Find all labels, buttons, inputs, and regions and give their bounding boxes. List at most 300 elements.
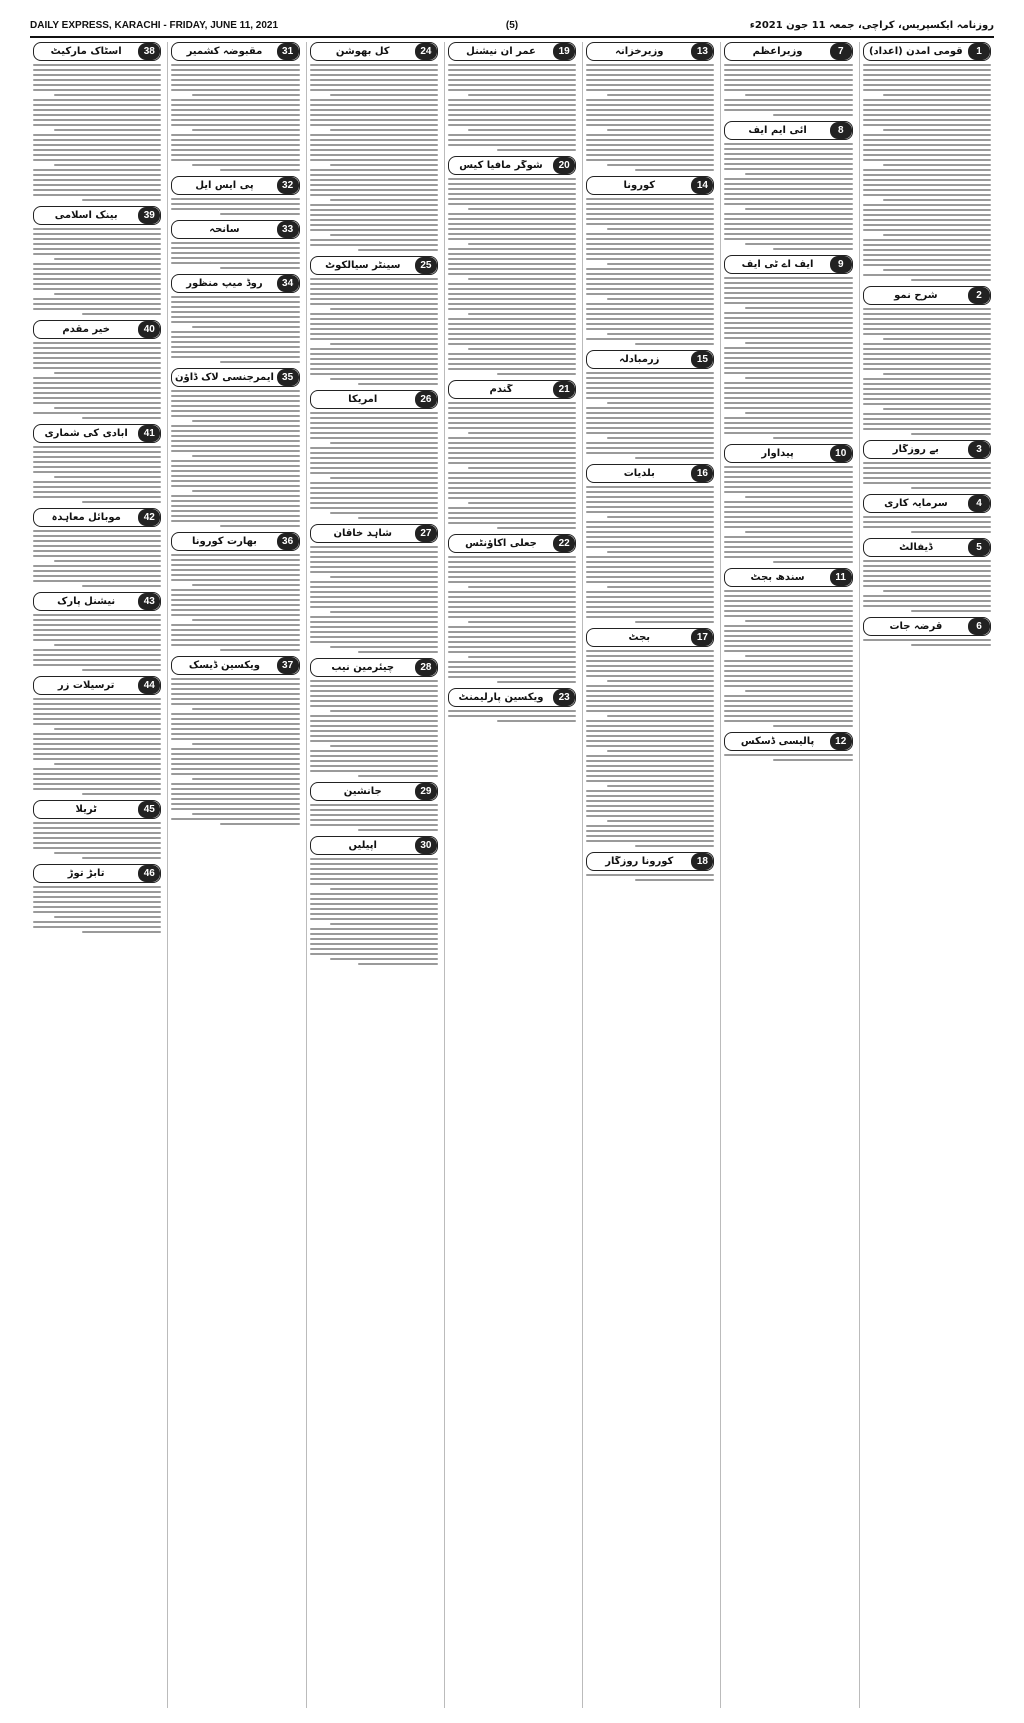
news-item-body (33, 821, 161, 860)
text-line (33, 412, 161, 414)
text-line (745, 412, 853, 414)
text-line (448, 472, 576, 474)
news-item-title: اپیلیں (348, 840, 377, 851)
text-line (448, 109, 576, 111)
text-line (171, 336, 299, 338)
text-line (863, 560, 991, 562)
text-line (33, 189, 161, 191)
text-line (724, 397, 852, 399)
news-item-heading (863, 494, 991, 513)
text-line (171, 139, 299, 141)
text-line (745, 620, 853, 622)
text-line (33, 69, 161, 71)
news-item-body (724, 276, 852, 440)
news-item-body (171, 197, 299, 216)
text-line (724, 481, 852, 483)
text-line (33, 74, 161, 76)
text-line (745, 94, 853, 96)
news-item-title: تابڑ توڑ (67, 868, 105, 879)
text-line (724, 228, 852, 230)
text-line (33, 238, 161, 240)
news-item-body (33, 341, 161, 420)
text-line (448, 368, 576, 370)
text-line (171, 331, 299, 333)
text-line (310, 814, 438, 816)
text-line (724, 347, 852, 349)
text-line (171, 346, 299, 348)
text-line (586, 685, 714, 687)
text-line (724, 486, 852, 488)
text-line (724, 203, 852, 205)
text-line (310, 596, 438, 598)
text-line (33, 84, 161, 86)
news-item-heading (171, 274, 299, 293)
text-line (33, 550, 161, 552)
text-line (586, 109, 714, 111)
column-4 (444, 42, 579, 1708)
text-line (82, 199, 162, 201)
text-line (171, 703, 299, 705)
text-line (586, 760, 714, 762)
text-line (310, 209, 438, 211)
text-line (586, 313, 714, 315)
text-line (192, 584, 300, 586)
news-item-title: کورونا روزگار (605, 856, 674, 867)
text-line (724, 292, 852, 294)
text-line (33, 154, 161, 156)
text-line (33, 456, 161, 458)
text-line (468, 467, 576, 469)
text-line (310, 422, 438, 424)
text-line (863, 393, 991, 395)
text-line (863, 358, 991, 360)
text-line (33, 649, 161, 651)
text-line (310, 928, 438, 930)
text-line (724, 506, 852, 508)
text-line (468, 432, 576, 434)
text-line (171, 559, 299, 561)
text-line (586, 775, 714, 777)
text-line (171, 574, 299, 576)
text-line (863, 134, 991, 136)
text-line (171, 683, 299, 685)
text-line (54, 852, 162, 854)
text-line (448, 353, 576, 355)
text-line (33, 89, 161, 91)
news-item-body (724, 63, 852, 117)
text-line (607, 437, 715, 439)
news-item-body (586, 371, 714, 460)
column-3 (582, 42, 717, 1708)
text-line (33, 634, 161, 636)
text-line (724, 615, 852, 617)
news-item (586, 42, 714, 172)
text-line (468, 348, 576, 350)
text-line (33, 109, 161, 111)
text-line (468, 313, 576, 315)
text-line (310, 591, 438, 593)
text-line (310, 492, 438, 494)
text-line (724, 516, 852, 518)
news-item-heading (863, 617, 991, 636)
text-line (773, 561, 853, 563)
text-line (448, 497, 576, 499)
text-line (448, 641, 576, 643)
text-line (724, 332, 852, 334)
text-line (171, 89, 299, 91)
text-line (468, 94, 576, 96)
text-line (724, 148, 852, 150)
news-item-title: وزیرخزانہ (615, 46, 664, 57)
text-line (33, 268, 161, 270)
text-line (586, 288, 714, 290)
text-line (33, 184, 161, 186)
text-line (863, 413, 991, 415)
text-line (310, 943, 438, 945)
text-line (586, 745, 714, 747)
text-line (863, 119, 991, 121)
news-item (171, 42, 299, 172)
text-line (33, 886, 161, 888)
text-line (863, 605, 991, 607)
text-line (33, 347, 161, 349)
news-item-heading (171, 42, 299, 61)
text-line (883, 129, 991, 131)
text-line (586, 705, 714, 707)
text-line (448, 328, 576, 330)
text-line (310, 288, 438, 290)
text-line (724, 287, 852, 289)
text-line (54, 916, 162, 918)
text-line (863, 214, 991, 216)
news-item-body (33, 885, 161, 934)
text-line (54, 644, 162, 646)
text-line (607, 94, 715, 96)
text-line (82, 931, 162, 933)
text-line (171, 569, 299, 571)
news-item-number: 8 (830, 122, 852, 139)
news-item-heading (310, 782, 438, 801)
text-line (586, 660, 714, 662)
text-line (310, 586, 438, 588)
text-line (448, 268, 576, 270)
text-line (448, 283, 576, 285)
news-item-number: 46 (138, 865, 160, 882)
text-line (724, 104, 852, 106)
text-line (220, 361, 300, 363)
text-line (724, 322, 852, 324)
news-item-title: ویکسین پارلیمنٹ (458, 692, 544, 703)
news-item-title: ایف اے ٹی ایف (741, 259, 814, 270)
text-line (773, 725, 853, 727)
text-line (448, 710, 576, 712)
text-line (745, 173, 853, 175)
text-line (448, 248, 576, 250)
news-item-title: ڈیفالٹ (899, 542, 933, 553)
text-line (745, 208, 853, 210)
text-line (724, 432, 852, 434)
text-line (33, 283, 161, 285)
text-line (468, 243, 576, 245)
text-line (586, 149, 714, 151)
news-item-title: پی ایس ایل (195, 180, 254, 191)
text-line (607, 228, 715, 230)
text-line (54, 293, 162, 295)
news-item-title: قرضہ جات (889, 621, 943, 632)
text-line (54, 728, 162, 730)
news-item-title: امریکا (348, 394, 378, 405)
text-line (310, 114, 438, 116)
text-line (448, 183, 576, 185)
text-line (310, 124, 438, 126)
text-line (33, 392, 161, 394)
news-item-title: عمر ان نیشنل (466, 46, 536, 57)
news-item-title: سرمایہ کاری (884, 498, 948, 509)
text-line (171, 69, 299, 71)
text-line (310, 328, 438, 330)
text-line (724, 64, 852, 66)
news-item-title: بینک اسلامی (54, 210, 118, 221)
text-line (171, 341, 299, 343)
text-line (586, 397, 714, 399)
text-line (724, 158, 852, 160)
text-line (448, 308, 576, 310)
text-line (310, 566, 438, 568)
text-line (448, 193, 576, 195)
text-line (586, 506, 714, 508)
text-line (863, 472, 991, 474)
news-item (586, 852, 714, 882)
text-line (448, 79, 576, 81)
text-line (171, 678, 299, 680)
news-item-title: شاہد خاقان (333, 528, 392, 539)
text-line (310, 64, 438, 66)
text-line (468, 656, 576, 658)
text-line (33, 233, 161, 235)
text-line (448, 333, 576, 335)
text-line (448, 611, 576, 613)
text-line (586, 655, 714, 657)
news-item-heading (448, 156, 576, 175)
text-line (310, 953, 438, 955)
news-item-number: 32 (277, 177, 299, 194)
text-line (171, 793, 299, 795)
text-line (330, 576, 438, 578)
text-line (310, 507, 438, 509)
text-line (171, 144, 299, 146)
text-line (586, 407, 714, 409)
news-item-title: موبائل معاہدہ (51, 512, 121, 523)
text-line (33, 708, 161, 710)
text-line (33, 174, 161, 176)
text-line (33, 144, 161, 146)
news-item (724, 568, 852, 728)
text-line (607, 263, 715, 265)
text-line (724, 357, 852, 359)
text-line (171, 515, 299, 517)
text-line (171, 356, 299, 358)
text-line (863, 423, 991, 425)
text-line (863, 114, 991, 116)
text-line (586, 571, 714, 573)
text-line (724, 99, 852, 101)
text-line (448, 517, 576, 519)
text-line (863, 124, 991, 126)
text-line (724, 277, 852, 279)
news-item-number: 33 (277, 221, 299, 238)
text-line (33, 308, 161, 310)
text-line (33, 382, 161, 384)
text-line (310, 571, 438, 573)
text-line (358, 775, 438, 777)
text-line (863, 383, 991, 385)
text-line (586, 338, 714, 340)
text-line (33, 99, 161, 101)
text-line (310, 219, 438, 221)
text-line (586, 159, 714, 161)
news-item-title: ویکسین ڈیسک (188, 660, 261, 671)
column-2 (720, 42, 855, 1708)
text-line (171, 554, 299, 556)
text-line (586, 139, 714, 141)
text-line (310, 467, 438, 469)
text-line (586, 730, 714, 732)
text-line (310, 214, 438, 216)
text-line (171, 119, 299, 121)
text-line (33, 698, 161, 700)
text-line (586, 805, 714, 807)
news-item (863, 617, 991, 647)
news-item-heading (724, 568, 852, 587)
text-line (33, 179, 161, 181)
news-item (171, 220, 299, 270)
text-line (171, 693, 299, 695)
news-item-body (310, 63, 438, 252)
text-line (358, 517, 438, 519)
text-line (911, 610, 991, 612)
news-item-number: 38 (138, 43, 160, 60)
text-line (448, 651, 576, 653)
text-line (863, 189, 991, 191)
text-line (448, 338, 576, 340)
text-line (586, 328, 714, 330)
text-line (883, 373, 991, 375)
text-line (310, 427, 438, 429)
text-line (863, 403, 991, 405)
text-line (863, 169, 991, 171)
text-line (330, 234, 438, 236)
news-item-number: 19 (553, 43, 575, 60)
news-item-body (724, 589, 852, 728)
news-item-heading (863, 440, 991, 459)
text-line (724, 382, 852, 384)
text-line (586, 154, 714, 156)
text-line (863, 244, 991, 246)
text-line (863, 204, 991, 206)
text-line (310, 144, 438, 146)
text-line (724, 183, 852, 185)
text-line (171, 604, 299, 606)
text-line (468, 502, 576, 504)
text-line (863, 428, 991, 430)
text-line (33, 471, 161, 473)
text-line (448, 198, 576, 200)
text-line (586, 64, 714, 66)
text-line (171, 599, 299, 601)
text-line (448, 203, 576, 205)
text-line (586, 417, 714, 419)
text-line (310, 298, 438, 300)
text-line (586, 601, 714, 603)
newspaper-page (30, 18, 994, 1708)
text-line (911, 487, 991, 489)
text-line (724, 466, 852, 468)
news-item (586, 350, 714, 460)
text-line (33, 535, 161, 537)
text-line (586, 650, 714, 652)
text-line (310, 636, 438, 638)
text-line (586, 89, 714, 91)
text-line (586, 278, 714, 280)
text-line (724, 79, 852, 81)
text-line (310, 358, 438, 360)
text-line (497, 149, 577, 151)
text-line (192, 420, 300, 422)
news-item-number: 29 (415, 783, 437, 800)
text-line (171, 614, 299, 616)
text-line (171, 154, 299, 156)
text-line (448, 134, 576, 136)
text-line (33, 778, 161, 780)
text-line (586, 114, 714, 116)
text-line (33, 303, 161, 305)
text-line (863, 398, 991, 400)
text-line (310, 154, 438, 156)
text-line (358, 963, 438, 965)
text-line (724, 635, 852, 637)
news-item (863, 286, 991, 436)
text-line (171, 713, 299, 715)
text-line (310, 99, 438, 101)
text-line (33, 139, 161, 141)
text-line (33, 342, 161, 344)
text-line (33, 446, 161, 448)
news-item-title: نیشنل پارک (57, 596, 116, 607)
text-line (724, 471, 852, 473)
text-line (192, 129, 300, 131)
text-line (171, 79, 299, 81)
text-line (448, 323, 576, 325)
masthead (30, 18, 994, 38)
text-line (310, 938, 438, 940)
text-line (586, 740, 714, 742)
text-line (448, 556, 576, 558)
news-item-heading (33, 800, 161, 819)
text-line (171, 609, 299, 611)
text-line (33, 783, 161, 785)
text-line (635, 343, 715, 345)
news-item (448, 156, 576, 376)
text-line (33, 486, 161, 488)
news-item-title: روڈ میپ منظور (186, 278, 263, 289)
text-line (724, 337, 852, 339)
text-line (310, 641, 438, 643)
text-line (586, 486, 714, 488)
text-line (310, 318, 438, 320)
text-line (497, 527, 577, 529)
text-line (448, 303, 576, 305)
text-line (33, 253, 161, 255)
